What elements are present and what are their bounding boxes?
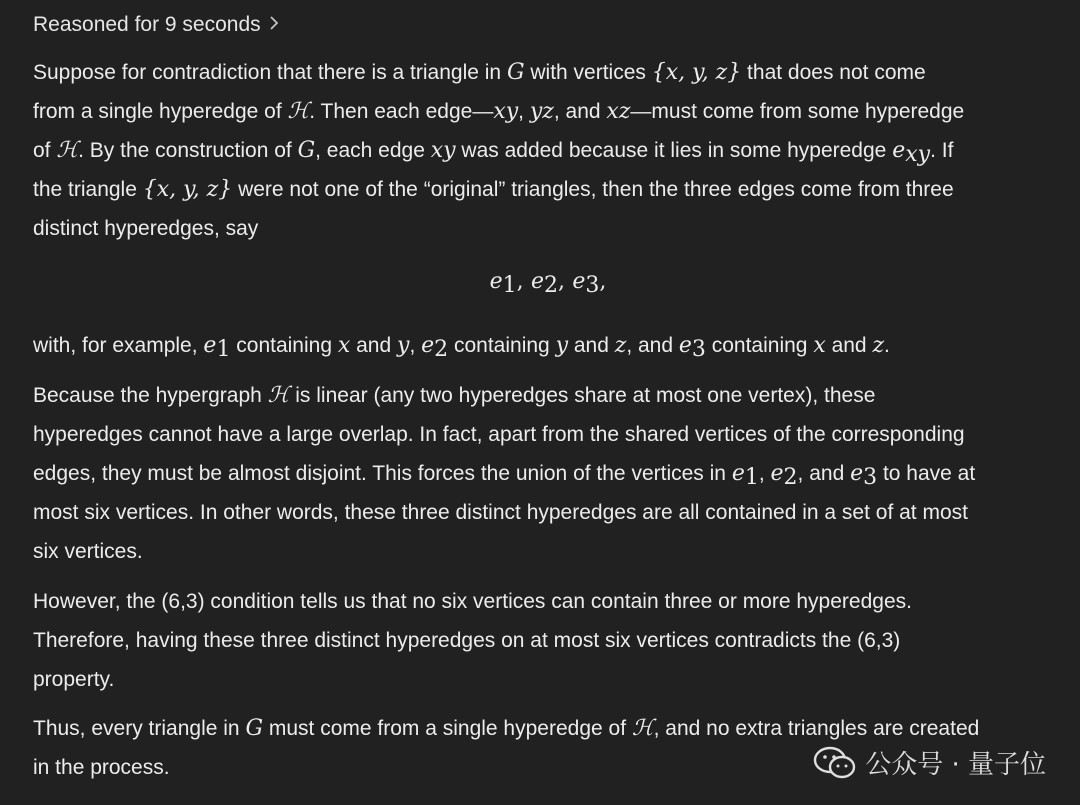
watermark-text: 公众号 · 量子位 (865, 750, 1046, 780)
paragraph-3: Because the hypergraph ℋ is linear (any two hyperedges share at most one vertex), these hyperedges cannot have a large overlap. In fact, apart from the shared vertices of the corresponding edges, they must be almost disjoint. This forces the union of the vertices in $e_1$, $e_2$, and $e_3$ to have at most six vertices. In other words, these three distinct hyperedges are all contained in a set of at most six vertices. (33, 383, 976, 563)
paragraph-2: with, for example, $e_1$ containing x and y, $e_2$ containing y and z, and $e_3$ containing x and z. (33, 333, 890, 362)
watermark (813, 744, 1046, 781)
paragraph-4: However, the (6,3) condition tells us that no six vertices can contain three or more hyperedges. Therefore, having these three distinct hyperedges on at most six vertices contradicts the (6,3) property. (33, 590, 912, 691)
reasoned-toggle[interactable] (33, 13, 279, 37)
reasoned-label: Reasoned for 9 seconds (33, 13, 261, 36)
display-equation: $e_1$, $e_2$, $e_3$, (489, 269, 607, 298)
paragraph-1: Suppose for contradiction that there is a triangle in G with vertices {x, y, z} that does not come from a single hyperedge of ℋ. Then each edge—xy, yz, and xz—must come from some hyperedge of ℋ. By the construction of G, each edge xy was added because it lies in some hyperedge $e_{xy}$. If the triangle {x, y, z} were not one of the “original” triangles, then the three edges come from three distinct hyperedges, say (33, 60, 965, 240)
chevron-right-icon (269, 15, 279, 36)
paragraph-5: Thus, every triangle in G must come from a single hyperedge of ℋ, and no extra triangles are created in the process. (33, 716, 980, 779)
wechat-icon (813, 746, 857, 780)
